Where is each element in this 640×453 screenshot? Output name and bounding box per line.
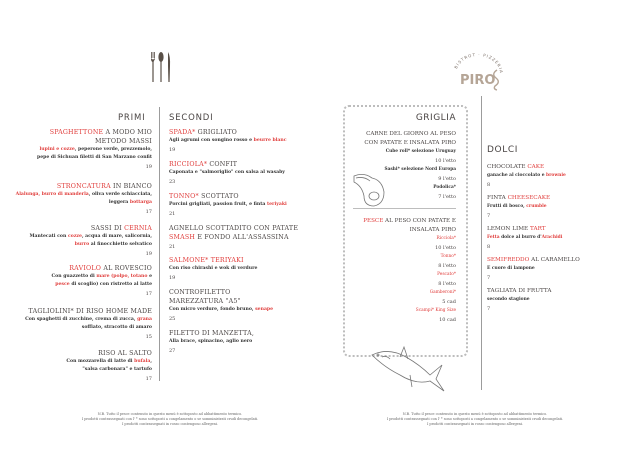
price: 25 xyxy=(169,316,176,322)
price: 23 xyxy=(169,179,176,185)
menu-item: SALMONE* TERIYAKI Con riso chirashi e wok di verdure 19 xyxy=(169,257,258,281)
menu-item: LEMON LIME TART Fetta dolce al burro d'Arachidi 8 xyxy=(487,226,563,250)
menu-item: SEMIFREDDO AL CARAMELLO E cuore di lampone 7 xyxy=(487,257,580,281)
dolci-header: DOLCI xyxy=(487,145,518,155)
menu-item: FILETTO DI MANZETTA, Alla brace, spinacino, aglio nero 27 xyxy=(169,330,255,354)
menu-item: RISO AL SALTO Con mozzarella di latte di bufala, "salsa carbonara" e tartufo 17 xyxy=(0,349,152,384)
price: 19 xyxy=(145,251,152,257)
griglia-box: GRIGLIA CARNE DEL GIORNO AL PESO CON PATATE E INSALATA PIRO Cube roll* selezione Uruguay 10 l'etto Sashi* selezione Nord Europa 9 l'etto Podolica* 7 l'etto PESCE AL PESO CON PATATE E INSALATA PIRO Ricciola* 10 l'etto Tonno* 8 l'etto Pescato* 8 l'etto Gamberoni* 5 cad Scampi* King Size 10 cad xyxy=(343,105,468,357)
carne-title: CARNE DEL GIORNO AL PESO CON PATATE E INSALATA PIRO xyxy=(364,131,456,146)
tuna-illustration-icon xyxy=(370,345,450,393)
allergen-footnote: N.B. Tutto il pesce contenuto in questo menù è sottoposto ad abbattimento termico. I prodotti contrassegnati con l' * sono sottoposti a congelamento o se somministrati crudi decongelati. I prodotti contrassegnati in rosso contengono allergeni. xyxy=(81,412,259,426)
menu-item: TAGLIOLINI* DI RISO HOME MADE Con spaghetti di zucchine, crema di zucca, grana soffiato, stracotto di amaro 15 xyxy=(0,307,152,342)
column-divider xyxy=(481,96,482,390)
menu-item: RAVIOLO AL ROVESCIO Con guazzetto di mare (polpo, totano e pesce di scoglio) con ristretto al latte 17 xyxy=(0,264,152,299)
price: 19 xyxy=(169,275,176,281)
menu-item: AGNELLO SCOTTADITO CON PATATE SMASH E FONDO ALL'ASSASSINA 21 xyxy=(169,225,299,250)
secondi-header: SECONDI xyxy=(169,113,214,123)
menu-item: TAGLIATA DI FRUTTA secondo stagione 7 xyxy=(487,288,552,312)
price: 27 xyxy=(169,348,176,354)
menu-item: FINTA CHEESECAKE Frutti di bosco, crumble 7 xyxy=(487,195,551,219)
griglia-header: GRIGLIA xyxy=(415,113,456,123)
price: 17 xyxy=(145,291,152,297)
menu-item: RICCIOLA* CONFIT Caponata e "salmoriglio" con salsa al wasaby 23 xyxy=(169,161,285,185)
price: 17 xyxy=(145,376,152,382)
primi-header: PRIMI xyxy=(118,113,146,123)
allergen-footnote: N.B. Tutto il pesce contenuto in questo menù è sottoposto ad abbattimento termico. I prodotti contrassegnati con l' * sono sottoposti a congelamento o se somministrati crudi decongelati. I prodotti contrassegnati in rosso contengono allergeni. xyxy=(386,412,564,426)
price: 21 xyxy=(169,211,176,217)
price: 15 xyxy=(145,334,152,340)
menu-item: CONTROFILETTO MAREZZATURA "A5" Con micro verdure, fondo bruno, senape 25 xyxy=(169,289,274,322)
piro-logo xyxy=(448,52,508,92)
menu-item: TONNO* SCOTTATO Porcini grigliati, passion fruit, e finta teriyaki 21 xyxy=(169,193,287,217)
price: 17 xyxy=(145,209,152,215)
svg-text:BISTROT · PIZZERIA: BISTROT · PIZZERIA xyxy=(453,52,505,75)
steak-illustration-icon xyxy=(350,170,390,210)
menu-item: SASSI DI CERNIA Mantecati con cozze, acqua di mare, salicornia, burro al finocchietto selvatico 19 xyxy=(0,224,152,259)
menu-item: STRONCATURA IN BIANCO Alalunga, burro di manderla, oliva verde schiacciata, leggera bottarga 17 xyxy=(0,182,152,217)
menu-item: SPADA* GRIGLIATO Agli agrumi con songino rosso e beurre blanc 19 xyxy=(169,129,287,153)
column-divider xyxy=(159,107,160,381)
price: 21 xyxy=(169,244,176,250)
cutlery-icon xyxy=(150,52,174,82)
menu-item: SPAGHETTONE A MODO MIO METODO MASSI lupini e cozze, peperone verde, prezzemolo, pepe di Sichuan filetti di San Marzano confit 19 xyxy=(0,128,152,172)
price: 19 xyxy=(145,164,152,170)
dolci-section xyxy=(487,145,617,318)
pesce-title: PESCE AL PESO CON PATATE E INSALATA PIRO xyxy=(363,218,456,233)
price: 19 xyxy=(169,147,176,153)
svg-text:PIRO: PIRO xyxy=(460,73,496,88)
menu-item: CHOCOLATE CAKE ganache al cioccolato e brownie 8 xyxy=(487,164,566,188)
